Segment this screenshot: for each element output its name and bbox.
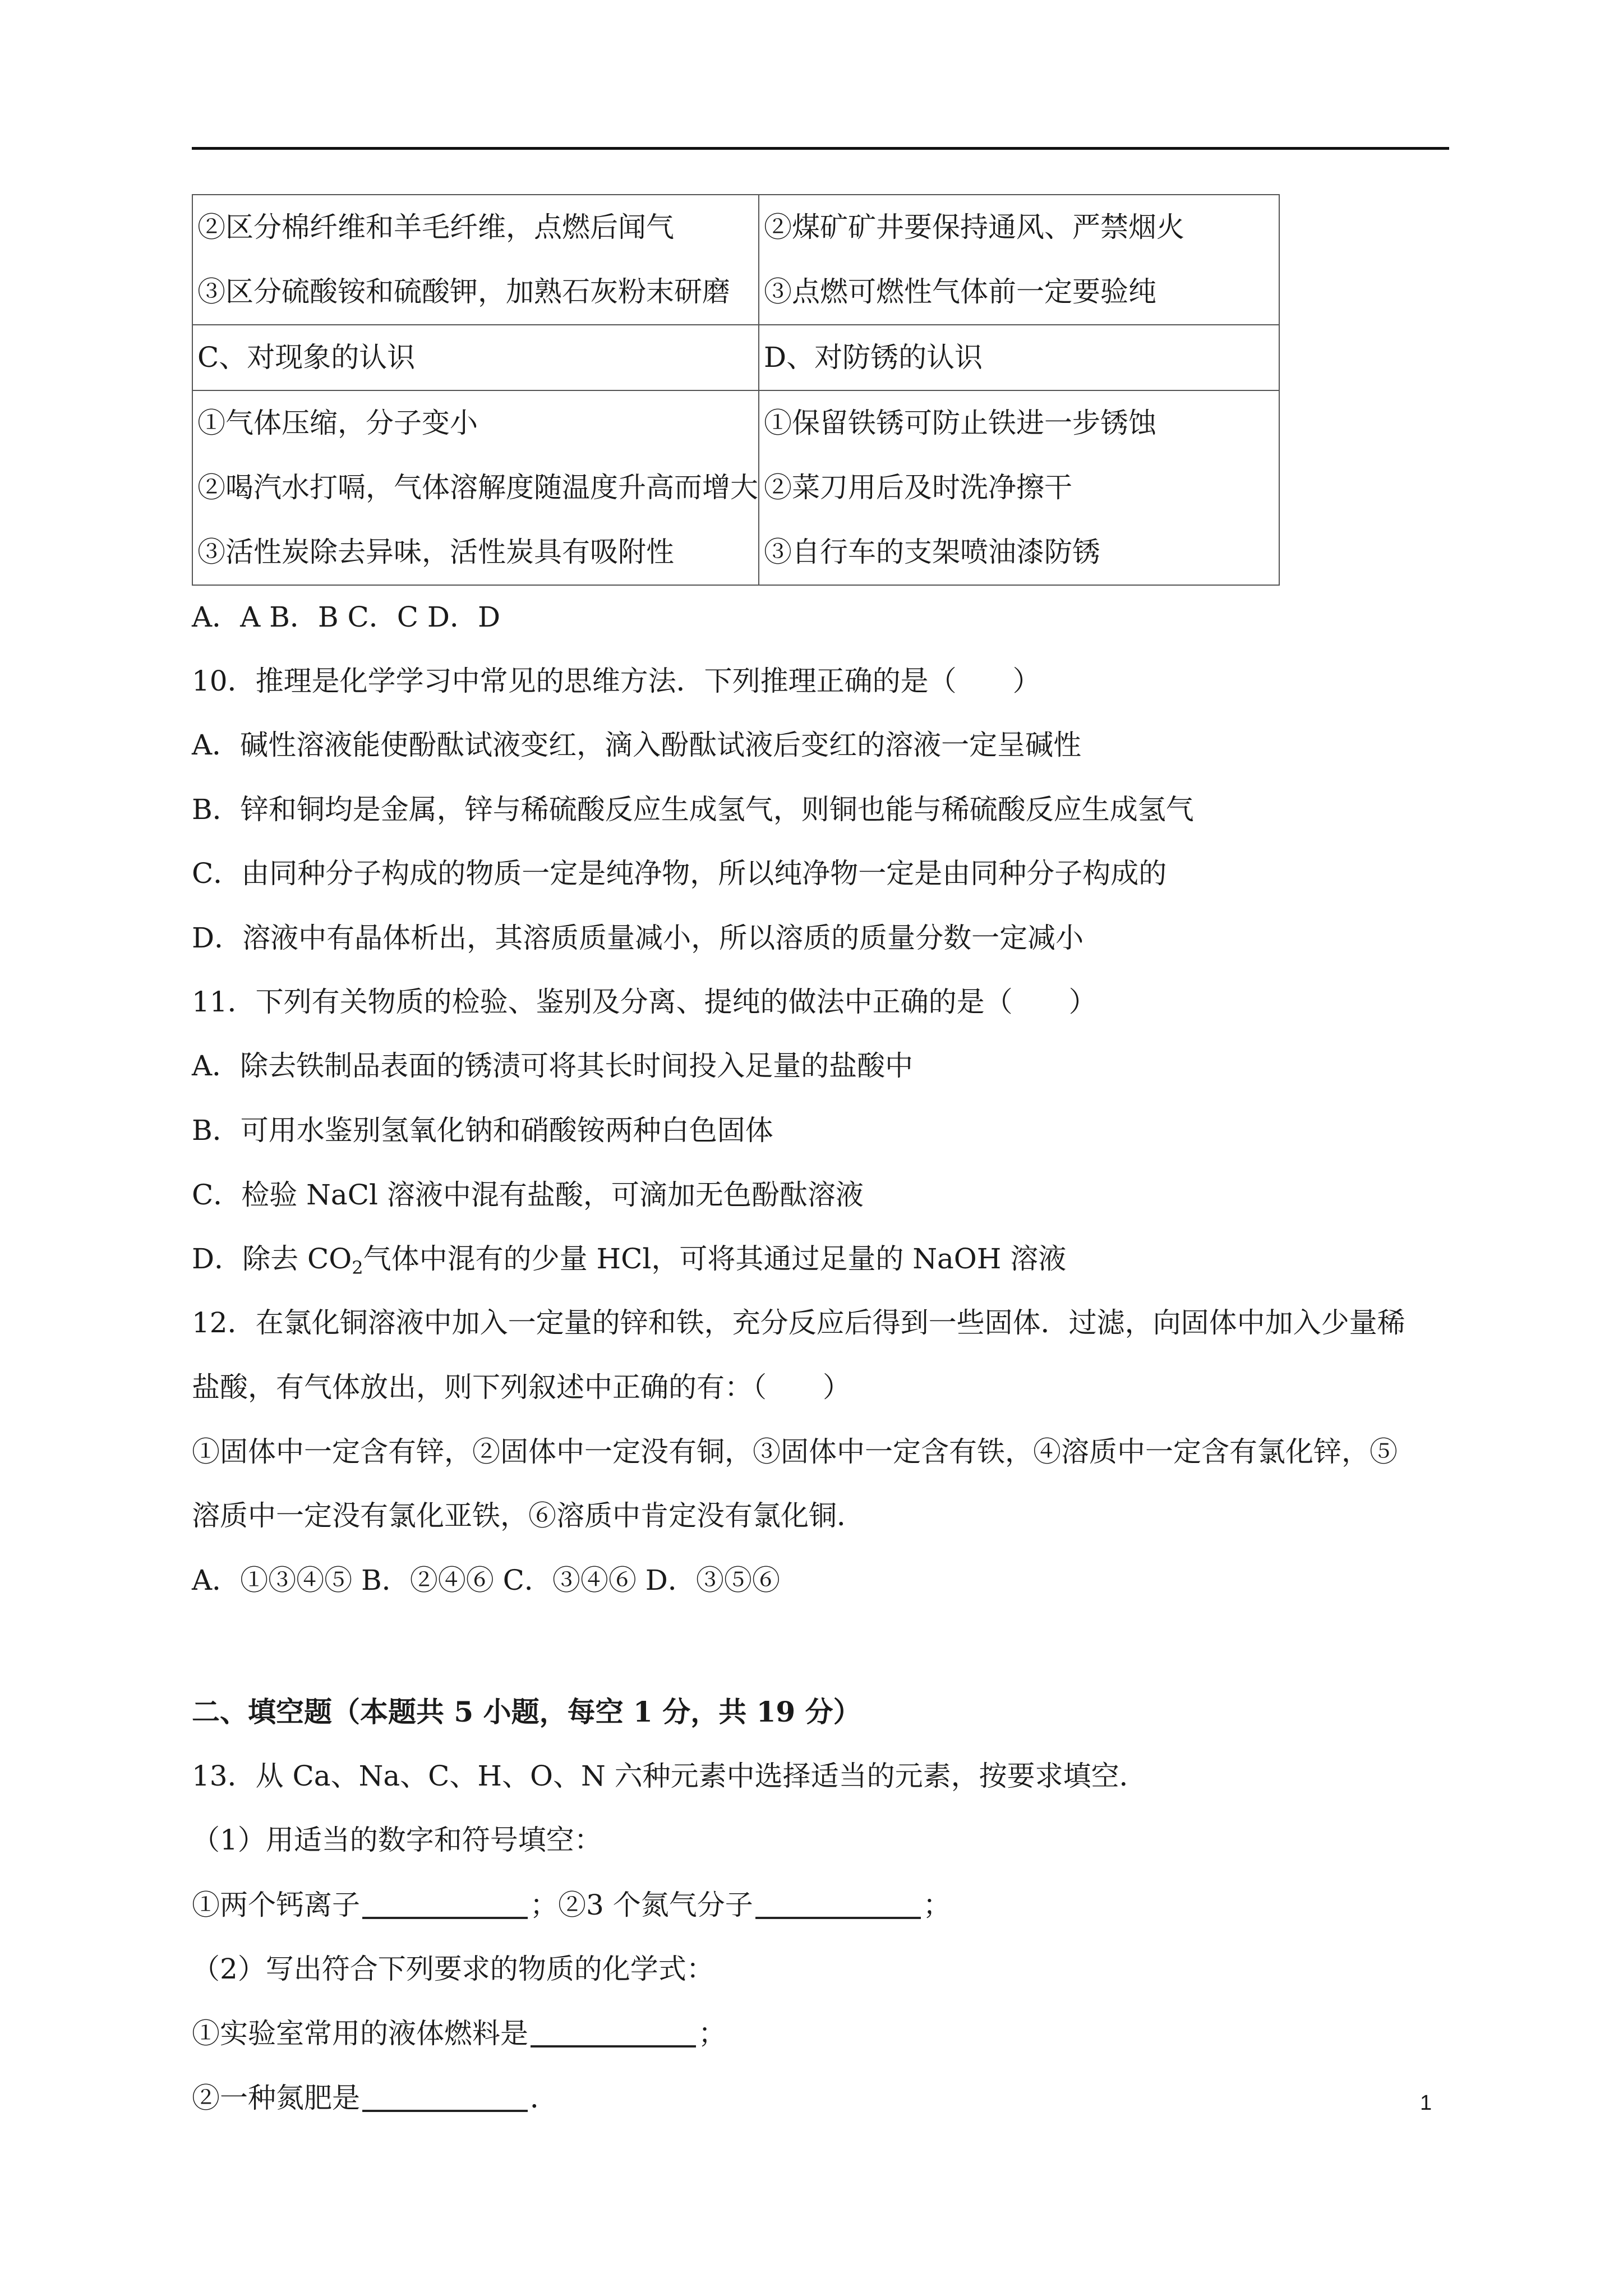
table-cell [759, 390, 1279, 585]
q13-part2: （2）写出符合下列要求的物质的化学式： [192, 1953, 714, 1985]
blank-end: ； [698, 2017, 726, 2050]
table-heading: D、对防锈的认识 [764, 341, 983, 374]
q11-option-d-prefix: D．除去 CO [192, 1243, 352, 1275]
q10-stem: 10．推理是化学学习中常见的思维方法．下列推理正确的是（ ） [192, 665, 1041, 697]
q12-items-line1: ①固体中一定含有锌，②固体中一定没有铜，③固体中一定含有铁，④溶质中一定含有氯化锌，⑤ [192, 1435, 1398, 1468]
q10-option-a: A．碱性溶液能使酚酞试液变红，滴入酚酞试液后变红的溶液一定呈碱性 [192, 729, 1082, 761]
blank-prompt: ②一种氮肥是 [192, 2082, 360, 2114]
section-heading: 二、填空题（本题共 5 小题，每空 1 分，共 19 分） [192, 1695, 861, 1728]
blank-prompt: ①实验室常用的液体燃料是 [192, 2017, 528, 2050]
answer-blank[interactable] [362, 2082, 528, 2112]
q10-option-d: D．溶液中有晶体析出，其溶质质量减小，所以溶质的质量分数一定减小 [192, 922, 1084, 954]
table-line: ②区分棉纤维和羊毛纤维，点燃后闻气 [197, 211, 674, 243]
table-cell [759, 195, 1279, 325]
q10-option-c: C．由同种分子构成的物质一定是纯净物，所以纯净物一定是由同种分子构成的 [192, 857, 1167, 890]
table-cell [192, 195, 759, 325]
q11-option-d-suffix: 气体中混有的少量 HCl，可将其通过足量的 NaOH 溶液 [363, 1243, 1067, 1275]
q13-part1: （1）用适当的数字和符号填空： [192, 1824, 602, 1856]
q10-option-b: B．锌和铜均是金属，锌与稀硫酸反应生成氢气，则铜也能与稀硫酸反应生成氢气 [192, 793, 1194, 826]
options-table [192, 194, 1280, 586]
blank-end: ． [530, 2082, 558, 2114]
answer-blank[interactable] [755, 1889, 921, 1919]
q12-stem-line2: 盐酸，有气体放出，则下列叙述中正确的有：（ ） [192, 1371, 851, 1404]
q9-answer-choices: A．A B．B C．C D．D [192, 601, 501, 633]
blank-prompt: ①两个钙离子 [192, 1889, 360, 1921]
q12-stem-line1: 12．在氯化铜溶液中加入一定量的锌和铁，充分反应后得到一些固体．过滤，向固体中加入少量稀 [192, 1306, 1405, 1339]
table-row [192, 390, 1279, 585]
q13-part2-blank-b [192, 2080, 558, 2116]
q11-option-d [192, 1241, 1066, 1277]
q13-part1-blanks [192, 1887, 951, 1923]
table-line: ③活性炭除去异味，活性炭具有吸附性 [197, 536, 674, 568]
q11-stem: 11．下列有关物质的检验、鉴别及分离、提纯的做法中正确的是（ ） [192, 986, 1097, 1018]
table-line: ②煤矿矿井要保持通风、严禁烟火 [764, 211, 1184, 243]
answer-blank[interactable] [531, 2017, 696, 2047]
q13-part2-blank-a [192, 2016, 726, 2051]
q12-items-line2: 溶质中一定没有氯化亚铁，⑥溶质中肯定没有氯化铜． [192, 1499, 865, 1532]
table-heading: C、对现象的认识 [197, 341, 416, 374]
table-line: ①保留铁锈可防止铁进一步锈蚀 [764, 407, 1156, 439]
table-cell [192, 325, 759, 390]
blank-prompt: ；②3 个氮气分子 [530, 1889, 753, 1921]
table-row [192, 325, 1279, 390]
table-line: ③自行车的支架喷油漆防锈 [764, 536, 1100, 568]
table-line: ③区分硫酸铵和硫酸钾，加熟石灰粉末研磨 [197, 275, 730, 308]
table-cell [192, 390, 759, 585]
table-row [192, 195, 1279, 325]
table-line: ②喝汽水打嗝，气体溶解度随温度升高而增大 [197, 471, 758, 504]
table-line: ①气体压缩，分子变小 [197, 407, 478, 439]
table-line: ③点燃可燃性气体前一定要验纯 [764, 275, 1156, 308]
answer-blank[interactable] [362, 1889, 528, 1919]
table-cell [759, 325, 1279, 390]
page-number: 1 [1420, 2091, 1432, 2115]
q13-stem: 13．从 Ca、Na、C、H、O、N 六种元素中选择适当的元素，按要求填空． [192, 1760, 1147, 1792]
q11-option-c: C．检验 NaCl 溶液中混有盐酸，可滴加无色酚酞溶液 [192, 1179, 864, 1211]
table-line: ②菜刀用后及时洗净擦干 [764, 471, 1072, 504]
q11-option-b: B．可用水鉴别氢氧化钠和硝酸铵两种白色固体 [192, 1114, 773, 1147]
blank-end: ； [923, 1889, 951, 1921]
q12-answer-choices: A．①③④⑤ B．②④⑥ C．③④⑥ D．③⑤⑥ [192, 1564, 780, 1596]
subscript: 2 [352, 1257, 363, 1278]
q11-option-a: A．除去铁制品表面的锈渍可将其长时间投入足量的盐酸中 [192, 1050, 914, 1082]
header-rule [192, 147, 1449, 150]
